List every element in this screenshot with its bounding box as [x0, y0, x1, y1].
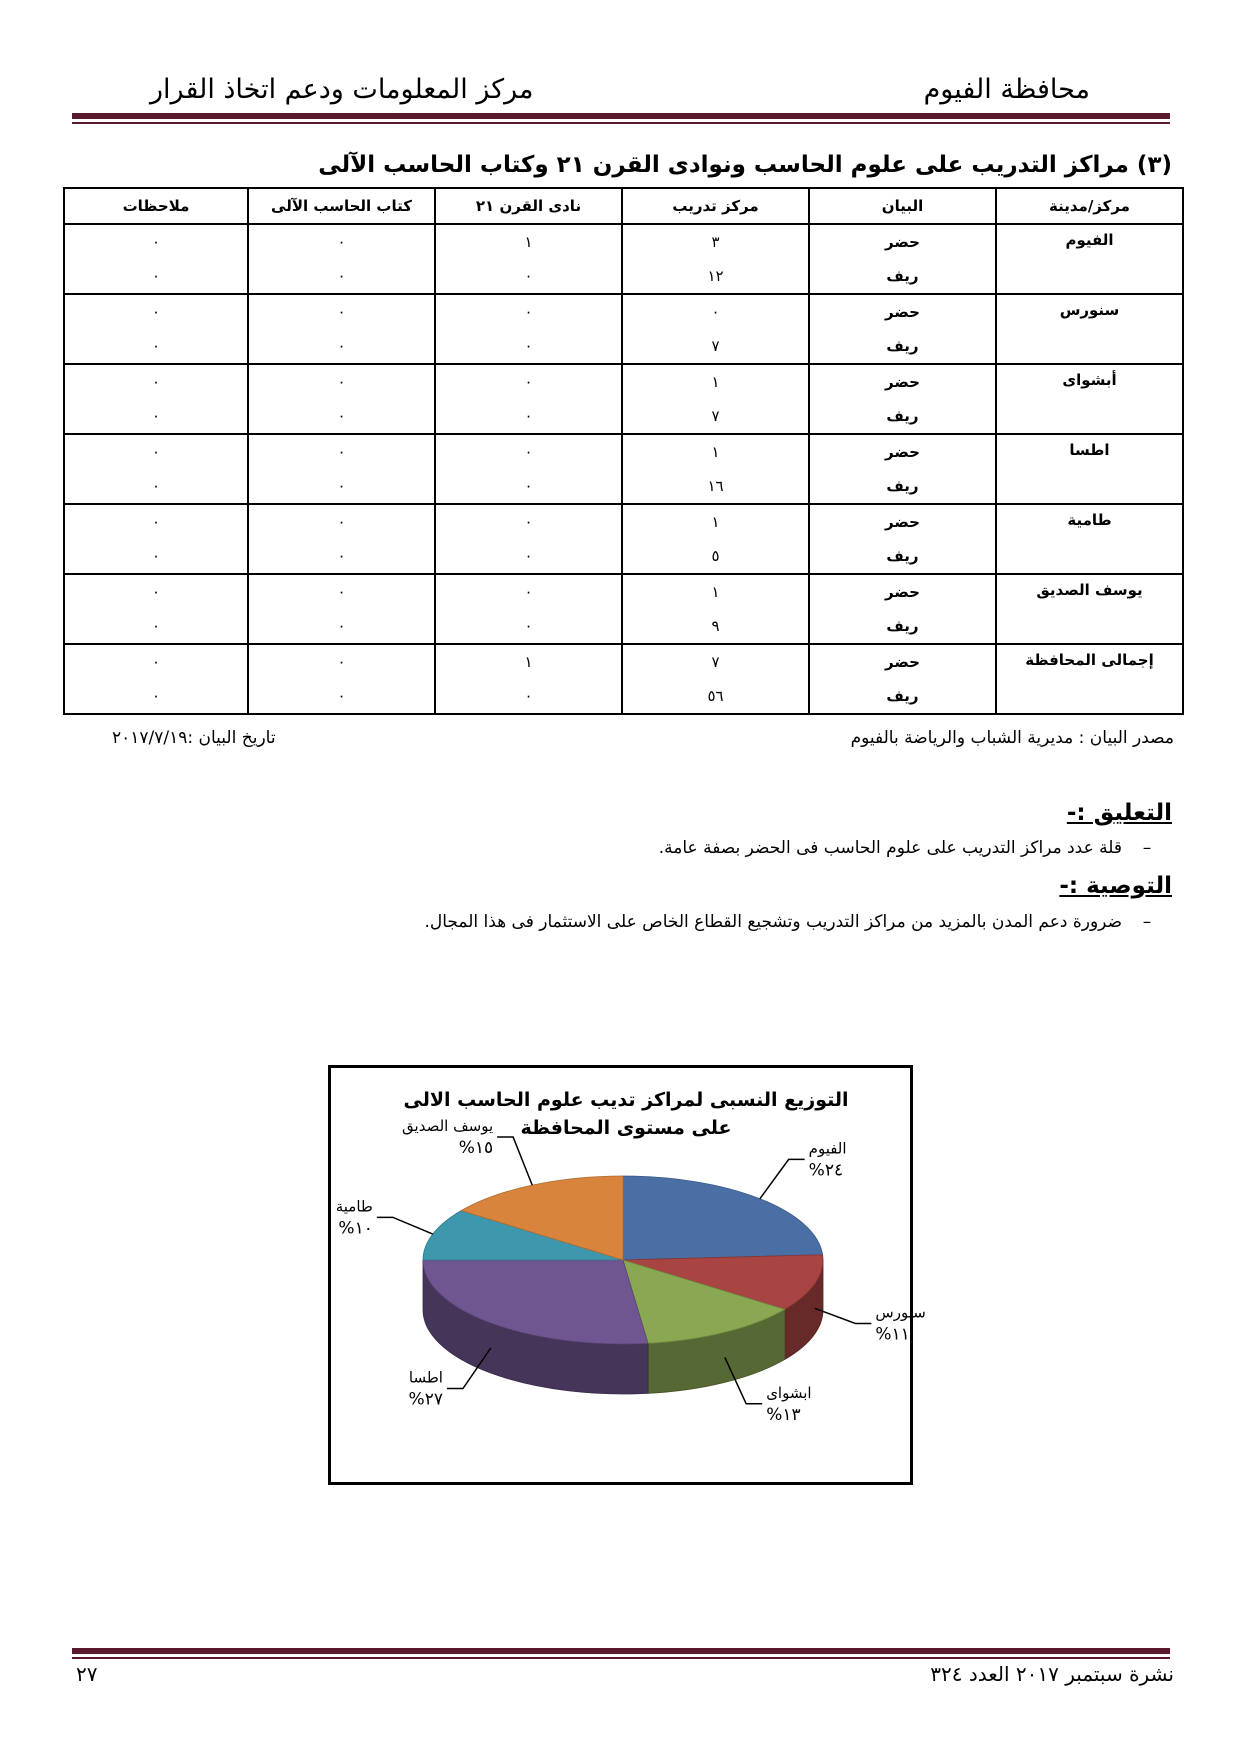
cell-center: ١٢	[622, 259, 809, 294]
cell-center: ١	[622, 504, 809, 539]
cell-club: ٠	[435, 259, 622, 294]
col-header-kind: البيان	[809, 188, 996, 224]
cell-center: ٣	[622, 224, 809, 259]
col-header-club: نادى القرن ٢١	[435, 188, 622, 224]
cell-club: ٠	[435, 364, 622, 399]
cell-book: ٠	[248, 574, 435, 609]
cell-club: ١	[435, 224, 622, 259]
pie-chart	[328, 1065, 926, 1485]
cell-kind: حضر	[809, 224, 996, 259]
issue-label: نشرة سبتمبر ٢٠١٧ العدد ٣٢٤	[930, 1662, 1174, 1686]
cell-kind: حضر	[809, 574, 996, 609]
cell-city: يوسف الصديق	[996, 574, 1183, 609]
cell-book: ٠	[248, 644, 435, 679]
table-row	[64, 539, 1183, 574]
cell-center: ٧	[622, 329, 809, 364]
cell-city: طامية	[996, 504, 1183, 539]
cell-kind: حضر	[809, 434, 996, 469]
cell-book: ٠	[248, 364, 435, 399]
footer-rule	[72, 1648, 1170, 1659]
cell-city: الفيوم	[996, 224, 1183, 259]
cell-center: ٩	[622, 609, 809, 644]
chart-title: التوزيع النسبى لمراكز تديب علوم الحاسب الالى على مستوى المحافظة	[403, 1089, 849, 1139]
table-row	[64, 364, 1183, 399]
leader-line	[377, 1217, 433, 1234]
table-row	[64, 504, 1183, 539]
comment-item	[659, 838, 1172, 858]
cell-city	[996, 399, 1183, 434]
table-row	[64, 399, 1183, 434]
cell-kind: حضر	[809, 364, 996, 399]
cell-notes: ٠	[64, 539, 248, 574]
table-row	[64, 679, 1183, 714]
slice-value: %١٠	[338, 1218, 373, 1239]
cell-club: ٠	[435, 679, 622, 714]
table-row	[64, 224, 1183, 259]
cell-city	[996, 609, 1183, 644]
slice-label: ابشواى	[766, 1383, 812, 1402]
cell-notes: ٠	[64, 399, 248, 434]
cell-book: ٠	[248, 434, 435, 469]
cell-club: ١	[435, 644, 622, 679]
cell-center: ٠	[622, 294, 809, 329]
table-row	[64, 259, 1183, 294]
cell-notes: ٠	[64, 469, 248, 504]
cell-notes: ٠	[64, 259, 248, 294]
cell-city	[996, 539, 1183, 574]
col-header-notes: ملاحظات	[64, 188, 248, 224]
cell-kind: ريف	[809, 609, 996, 644]
slice-label: طامية	[335, 1197, 373, 1216]
cell-book: ٠	[248, 504, 435, 539]
recommendation-item	[425, 912, 1173, 932]
slice-value: %٢٤	[808, 1160, 844, 1181]
cell-book: ٠	[248, 294, 435, 329]
cell-club: ٠	[435, 294, 622, 329]
cell-city: إجمالى المحافظة	[996, 644, 1183, 679]
slice-value: %١٥	[458, 1138, 494, 1159]
table-header-row	[64, 188, 1183, 224]
cell-book: ٠	[248, 679, 435, 714]
cell-club: ٠	[435, 574, 622, 609]
cell-center: ٥٦	[622, 679, 809, 714]
comment-text: قلة عدد مراكز التدريب على علوم الحاسب فى الحضر بصفة عامة.	[658, 838, 1122, 858]
cell-kind: ريف	[809, 329, 996, 364]
pie-chart-svg	[331, 1068, 926, 1488]
table-row	[64, 644, 1183, 679]
slice-label: سنورس	[875, 1303, 926, 1322]
cell-city: أبشواى	[996, 364, 1183, 399]
cell-book: ٠	[248, 609, 435, 644]
cell-notes: ٠	[64, 574, 248, 609]
header-governorate: محافظة الفيوم	[923, 74, 1090, 105]
cell-notes: ٠	[64, 294, 248, 329]
slice-label: اطسا	[408, 1368, 443, 1387]
cell-book: ٠	[248, 539, 435, 574]
slice-label: يوسف الصديق	[402, 1117, 494, 1136]
header-rule	[72, 113, 1170, 124]
slice-value: %١٣	[766, 1404, 801, 1425]
cell-kind: حضر	[809, 294, 996, 329]
cell-book: ٠	[248, 399, 435, 434]
cell-club: ٠	[435, 609, 622, 644]
cell-club: ٠	[435, 469, 622, 504]
col-header-center: مركز تدريب	[622, 188, 809, 224]
cell-book: ٠	[248, 469, 435, 504]
cell-center: ١	[622, 434, 809, 469]
data-source: مصدر البيان : مديرية الشباب والرياضة بالفيوم	[850, 728, 1174, 748]
cell-notes: ٠	[64, 609, 248, 644]
recommendation-heading: التوصية :-	[1059, 873, 1172, 899]
recommendation-text: ضرورة دعم المدن بالمزيد من مراكز التدريب وتشجيع القطاع الخاص على الاستثمار فى هذا المجال.	[424, 912, 1122, 932]
cell-notes: ٠	[64, 224, 248, 259]
cell-kind: حضر	[809, 504, 996, 539]
cell-kind: حضر	[809, 644, 996, 679]
cell-club: ٠	[435, 434, 622, 469]
cell-city	[996, 469, 1183, 504]
cell-book: ٠	[248, 329, 435, 364]
dash-icon: –	[1142, 912, 1152, 932]
cell-center: ٧	[622, 399, 809, 434]
cell-notes: ٠	[64, 434, 248, 469]
leader-line	[497, 1137, 532, 1185]
cell-kind: ريف	[809, 679, 996, 714]
cell-city: سنورس	[996, 294, 1183, 329]
slice-value: %٢٧	[408, 1389, 443, 1410]
table-row	[64, 329, 1183, 364]
cell-club: ٠	[435, 399, 622, 434]
pie-slice	[623, 1176, 823, 1260]
cell-notes: ٠	[64, 679, 248, 714]
cell-notes: ٠	[64, 644, 248, 679]
cell-city: اطسا	[996, 434, 1183, 469]
table-row	[64, 434, 1183, 469]
table-row	[64, 294, 1183, 329]
cell-city	[996, 259, 1183, 294]
training-centers-table	[63, 187, 1184, 715]
cell-club: ٠	[435, 539, 622, 574]
col-header-book: كتاب الحاسب الآلى	[248, 188, 435, 224]
cell-kind: ريف	[809, 399, 996, 434]
col-header-city: مركز/مدينة	[996, 188, 1183, 224]
cell-book: ٠	[248, 224, 435, 259]
leader-line	[760, 1159, 805, 1198]
cell-center: ٧	[622, 644, 809, 679]
table-row	[64, 609, 1183, 644]
cell-kind: ريف	[809, 539, 996, 574]
table-row	[64, 469, 1183, 504]
cell-kind: ريف	[809, 469, 996, 504]
cell-book: ٠	[248, 259, 435, 294]
cell-center: ١	[622, 364, 809, 399]
leader-line	[815, 1308, 871, 1323]
header-center-name: مركز المعلومات ودعم اتخاذ القرار	[150, 74, 534, 105]
section-title: (٣) مراكز التدريب على علوم الحاسب ونوادى القرن ٢١ وكتاب الحاسب الآلى	[318, 152, 1172, 178]
table-row	[64, 574, 1183, 609]
cell-city	[996, 679, 1183, 714]
cell-notes: ٠	[64, 329, 248, 364]
dash-icon: –	[1142, 838, 1152, 858]
cell-center: ١	[622, 574, 809, 609]
cell-notes: ٠	[64, 364, 248, 399]
cell-notes: ٠	[64, 504, 248, 539]
slice-value: %١١	[875, 1324, 910, 1345]
cell-center: ٥	[622, 539, 809, 574]
cell-kind: ريف	[809, 259, 996, 294]
cell-club: ٠	[435, 329, 622, 364]
slice-label: الفيوم	[808, 1139, 847, 1158]
comment-heading: التعليق :-	[1066, 800, 1172, 826]
page-number: ٢٧	[76, 1662, 98, 1686]
cell-club: ٠	[435, 504, 622, 539]
cell-center: ١٦	[622, 469, 809, 504]
data-date: تاريخ البيان :٢٠١٧/٧/١٩	[112, 728, 276, 748]
cell-city	[996, 329, 1183, 364]
